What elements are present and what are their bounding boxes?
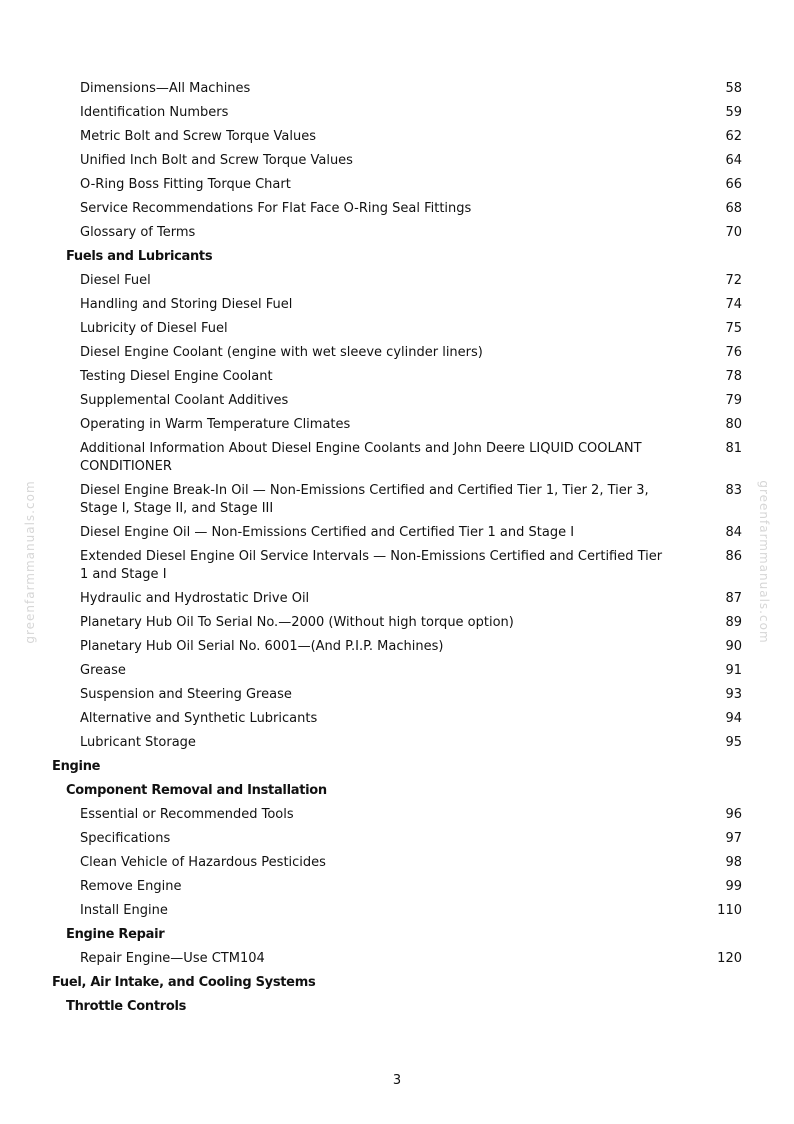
watermark-left: greenfarmmanuals.com xyxy=(23,480,37,644)
toc-entry-page: 62 xyxy=(725,129,742,144)
toc-entry-title: Component Removal and Installation xyxy=(66,783,327,798)
toc-entry-title: Fuel, Air Intake, and Cooling Systems xyxy=(52,975,316,990)
toc-entry-page: 64 xyxy=(725,153,742,168)
toc-entry[interactable] xyxy=(0,125,794,149)
toc-entry[interactable] xyxy=(0,197,794,221)
toc-entry-title: Specifications xyxy=(80,831,171,846)
toc-entry[interactable] xyxy=(0,683,794,707)
toc-entry[interactable] xyxy=(0,389,794,413)
toc-entry-page: 66 xyxy=(725,177,742,192)
toc-entry-title: Identification Numbers xyxy=(80,105,229,120)
toc-entry-title: Essential or Recommended Tools xyxy=(80,807,294,822)
toc-entry-title: Additional Information About Diesel Engine Coolants and John Deere LIQUID COOLANT CONDITIONER xyxy=(80,441,642,474)
toc-entry-title: Metric Bolt and Screw Torque Values xyxy=(80,129,316,144)
toc-section-heading xyxy=(0,971,794,995)
toc-entry-title: Operating in Warm Temperature Climates xyxy=(80,417,351,432)
toc-entry-page: 81 xyxy=(725,441,742,456)
toc-entry-title: Unified Inch Bolt and Screw Torque Values xyxy=(80,153,353,168)
toc-entry-title: Engine xyxy=(52,759,101,774)
toc-entry-page: 76 xyxy=(725,345,742,360)
toc-entry-page: 83 xyxy=(725,483,742,498)
toc-entry-page: 90 xyxy=(725,639,742,654)
toc-entry-page: 95 xyxy=(725,735,742,750)
toc-entry-title: Diesel Engine Break-In Oil — Non-Emissions Certified and Certified Tier 1, Tier 2, Tier 3, Stage I, Stage II, and Stage III xyxy=(80,483,649,516)
toc-entry-page: 93 xyxy=(725,687,742,702)
toc-entry[interactable] xyxy=(0,545,794,587)
toc-entry-title: Testing Diesel Engine Coolant xyxy=(80,369,273,384)
toc-entry[interactable] xyxy=(0,317,794,341)
toc-entry[interactable] xyxy=(0,365,794,389)
toc-entry-title: Lubricity of Diesel Fuel xyxy=(80,321,228,336)
toc-entry-title: Supplemental Coolant Additives xyxy=(80,393,289,408)
toc-entry-title: Lubricant Storage xyxy=(80,735,196,750)
toc-entry[interactable] xyxy=(0,659,794,683)
toc-entry[interactable] xyxy=(0,101,794,125)
toc-entry-title: Grease xyxy=(80,663,126,678)
toc-entry[interactable] xyxy=(0,269,794,293)
toc-entry-title: Repair Engine—Use CTM104 xyxy=(80,951,265,966)
page-number: 3 xyxy=(392,1073,402,1088)
toc-entry-title: Alternative and Synthetic Lubricants xyxy=(80,711,318,726)
toc-entry-page: 78 xyxy=(725,369,742,384)
toc-section-heading xyxy=(0,245,794,269)
toc-section-heading xyxy=(0,923,794,947)
toc-entry-title: Glossary of Terms xyxy=(80,225,196,240)
toc-entry-page: 87 xyxy=(725,591,742,606)
toc-entry-title: Diesel Engine Oil — Non-Emissions Certified and Certified Tier 1 and Stage I xyxy=(80,525,575,540)
toc-entry[interactable] xyxy=(0,587,794,611)
toc-entry[interactable] xyxy=(0,899,794,923)
toc-entry-page: 98 xyxy=(725,855,742,870)
toc-section-heading xyxy=(0,755,794,779)
toc-entry-page: 96 xyxy=(725,807,742,822)
toc-entry-title: Suspension and Steering Grease xyxy=(80,687,292,702)
toc-entry-title: Planetary Hub Oil To Serial No.—2000 (Without high torque option) xyxy=(80,615,514,630)
toc-entry[interactable] xyxy=(0,635,794,659)
toc-entry-title: Extended Diesel Engine Oil Service Intervals — Non-Emissions Certified and Certified Tier 1 and Stage I xyxy=(80,549,663,582)
toc-entry[interactable] xyxy=(0,437,794,479)
toc-entry-title: Planetary Hub Oil Serial No. 6001—(And P.I.P. Machines) xyxy=(80,639,444,654)
toc-entry-page: 84 xyxy=(725,525,742,540)
watermark-right: greenfarmmanuals.com xyxy=(757,480,771,644)
toc-entry-page: 86 xyxy=(725,549,742,564)
toc-entry[interactable] xyxy=(0,173,794,197)
toc-entry-page: 68 xyxy=(725,201,742,216)
table-of-contents xyxy=(0,77,794,1019)
toc-entry-page: 70 xyxy=(725,225,742,240)
toc-entry-page: 59 xyxy=(725,105,742,120)
toc-entry[interactable] xyxy=(0,803,794,827)
toc-entry-title: Service Recommendations For Flat Face O-Ring Seal Fittings xyxy=(80,201,472,216)
toc-entry-title: Clean Vehicle of Hazardous Pesticides xyxy=(80,855,326,870)
toc-entry[interactable] xyxy=(0,611,794,635)
toc-entry[interactable] xyxy=(0,521,794,545)
toc-entry-page: 80 xyxy=(725,417,742,432)
toc-entry-title: Diesel Engine Coolant (engine with wet sleeve cylinder liners) xyxy=(80,345,483,360)
toc-entry-page: 79 xyxy=(725,393,742,408)
toc-entry-page: 99 xyxy=(725,879,742,894)
toc-entry[interactable] xyxy=(0,149,794,173)
toc-entry[interactable] xyxy=(0,707,794,731)
toc-entry-title: Engine Repair xyxy=(66,927,165,942)
toc-entry[interactable] xyxy=(0,947,794,971)
toc-entry-title: Fuels and Lubricants xyxy=(66,249,213,264)
toc-entry[interactable] xyxy=(0,827,794,851)
toc-entry-title: Remove Engine xyxy=(80,879,182,894)
toc-entry[interactable] xyxy=(0,221,794,245)
toc-entry-page: 89 xyxy=(725,615,742,630)
toc-entry[interactable] xyxy=(0,851,794,875)
toc-entry-title: Handling and Storing Diesel Fuel xyxy=(80,297,293,312)
toc-entry-page: 91 xyxy=(725,663,742,678)
toc-entry-title: O-Ring Boss Fitting Torque Chart xyxy=(80,177,291,192)
toc-entry[interactable] xyxy=(0,413,794,437)
toc-entry-page: 110 xyxy=(717,903,742,918)
toc-entry[interactable] xyxy=(0,875,794,899)
toc-section-heading xyxy=(0,995,794,1019)
toc-entry-title: Install Engine xyxy=(80,903,168,918)
toc-entry-page: 72 xyxy=(725,273,742,288)
toc-entry-title: Diesel Fuel xyxy=(80,273,151,288)
toc-entry-page: 58 xyxy=(725,81,742,96)
toc-entry-title: Throttle Controls xyxy=(66,999,187,1014)
toc-entry-title: Hydraulic and Hydrostatic Drive Oil xyxy=(80,591,310,606)
toc-entry-page: 94 xyxy=(725,711,742,726)
toc-entry[interactable] xyxy=(0,341,794,365)
toc-entry[interactable] xyxy=(0,731,794,755)
toc-entry[interactable] xyxy=(0,77,794,101)
toc-entry[interactable] xyxy=(0,293,794,317)
toc-entry-page: 75 xyxy=(725,321,742,336)
toc-entry-page: 74 xyxy=(725,297,742,312)
toc-entry-page: 120 xyxy=(717,951,742,966)
toc-section-heading xyxy=(0,779,794,803)
toc-entry-page: 97 xyxy=(725,831,742,846)
toc-entry[interactable] xyxy=(0,479,794,521)
toc-entry-title: Dimensions—All Machines xyxy=(80,81,251,96)
